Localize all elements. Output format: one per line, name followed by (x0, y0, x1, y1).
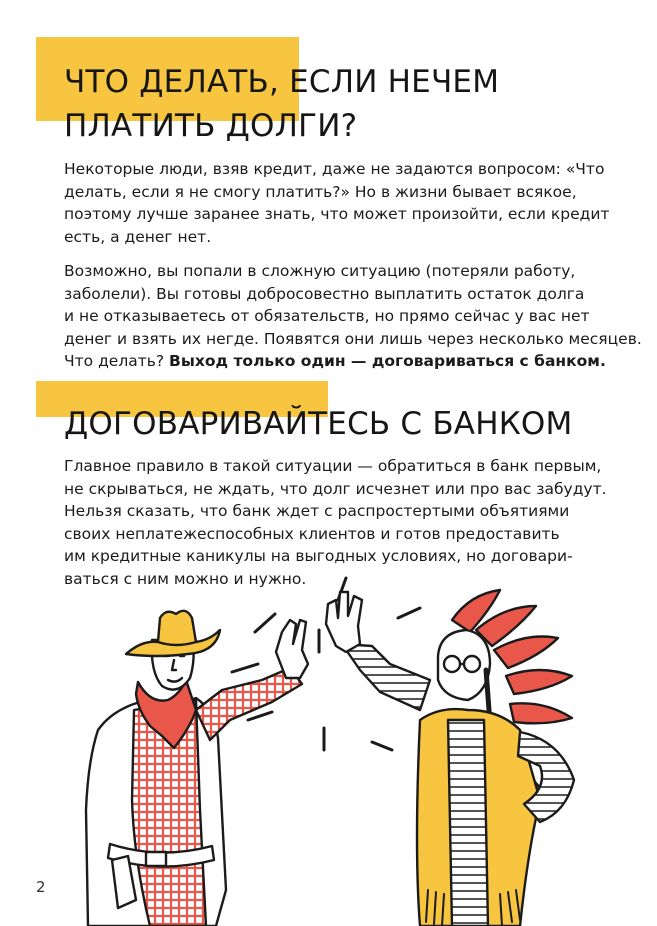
intro-paragraph (64, 158, 609, 248)
section-title-2: ДОГОВАРИВАЙТЕСЬ С БАНКОМ (64, 406, 573, 442)
situation-paragraph (64, 260, 642, 373)
text-line: денег и взять их негде. Появятся они лишь через несколько месяцев. (64, 329, 642, 348)
text-line: Что делать? (64, 352, 170, 370)
text-line: поэтому лучше заранее знать, что может произойти, если кредит (64, 205, 610, 223)
text-line: заболели). Вы готовы добросовестно выплатить остаток долга (64, 284, 585, 303)
text-line: есть, а денег нет. (64, 227, 212, 246)
text-line: своих неплатежеспособных клиентов и готов предоставить (64, 524, 560, 543)
text-line: Нельзя сказать, что банк ждет с распростертыми объятиями (64, 502, 570, 520)
text-line: Некоторые люди, взяв кредит, даже не задаются вопросом: «Что (64, 160, 605, 178)
key-advice-bold: Выход только один — договариваться с банком. (169, 352, 606, 370)
text-line: ваться с ним можно и нужно. (64, 569, 307, 588)
title-line: ПЛАТИТЬ ДОЛГИ? (64, 108, 358, 144)
text-line: делать, если я не смогу платить?» Но в жизни бывает всякое, (64, 182, 577, 201)
text-line: Главное правило в такой ситуации — обратиться в банк первым, (64, 457, 602, 475)
text-line: им кредитные каникулы на выгодных условиях, но договари- (64, 547, 573, 565)
text-line: не скрываться, не ждать, что долг исчезнет или про вас забудут. (64, 479, 607, 498)
headdress-figure (326, 590, 574, 926)
cowboy-figure (86, 611, 308, 926)
section-title-1 (64, 60, 499, 148)
title-line: ЧТО ДЕЛАТЬ, ЕСЛИ НЕЧЕМ (64, 64, 500, 100)
high-five-illustration (0, 560, 657, 926)
page-number: 2 (36, 878, 46, 896)
text-line: и не отказываетесь от обязательств, но прямо сейчас у вас нет (64, 307, 590, 325)
text-line: Возможно, вы попали в сложную ситуацию (потеряли работу, (64, 262, 576, 280)
